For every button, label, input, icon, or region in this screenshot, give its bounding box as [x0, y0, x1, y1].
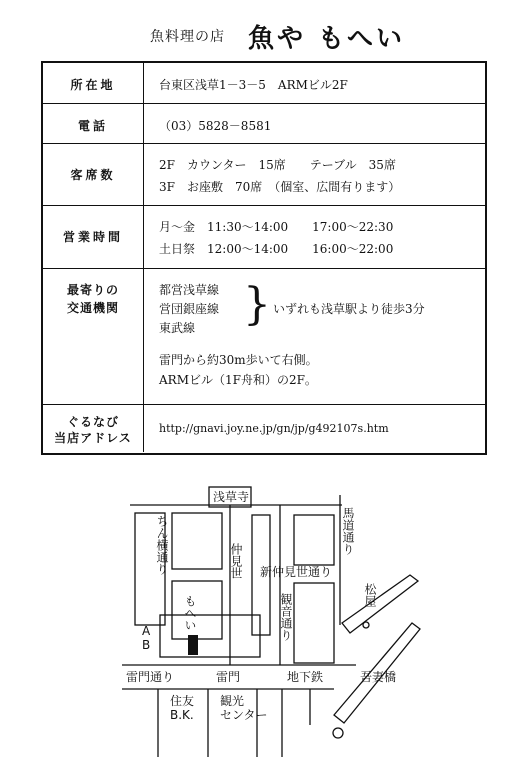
- access-note1: 雷門から約30m歩いて右側。: [159, 353, 318, 367]
- map-subway: 地下鉄: [287, 670, 324, 684]
- map-azumabashi: 吾妻橋: [360, 670, 397, 684]
- brace: }: [243, 279, 271, 330]
- shop-name: 魚や もへい: [248, 24, 406, 54]
- url-label1: ぐるなび: [66, 415, 119, 429]
- access-label2: 交通機関: [66, 301, 119, 315]
- map-marker: [363, 622, 369, 628]
- header: [0, 18, 526, 54]
- access-line: 都営浅草線: [159, 283, 220, 297]
- map-marker: [333, 728, 343, 738]
- access-map: [112, 475, 422, 757]
- map-shinnakamise: 新仲見世通り: [260, 565, 333, 579]
- row-url: [43, 404, 485, 452]
- url-value: http://gnavi.joy.ne.jp/gn/jp/g492107s.htm: [159, 422, 389, 435]
- map-kaminarimon: 雷門: [216, 670, 241, 684]
- address-label: 所在地: [70, 78, 116, 92]
- map-chinkoro: ちん横通り: [155, 515, 169, 575]
- url-label2: 当店アドレス: [54, 431, 132, 445]
- access-line: 東武線: [159, 321, 196, 335]
- map-nakamise: 仲見世: [229, 543, 243, 579]
- map-sensoji: 浅草寺: [213, 490, 250, 504]
- phone-label: 電話: [77, 119, 108, 133]
- phone-value: （03）5828－8581: [159, 119, 272, 133]
- map-block: [172, 513, 222, 569]
- map-matsuya: 松屋: [363, 583, 377, 607]
- info-table: [41, 61, 487, 455]
- map-sumitomo: 住友 B.K.: [170, 694, 195, 722]
- seats-label: 客席数: [70, 168, 116, 182]
- seats-line2: 3F お座敷 70席 （個室、広間有ります）: [159, 180, 401, 194]
- map-mohei-building: [188, 635, 198, 655]
- address-value: 台東区浅草1－3－5 ARMビル2F: [159, 78, 348, 92]
- access-label1: 最寄りの: [66, 283, 119, 297]
- map-ab: A B: [142, 624, 151, 652]
- hours-line1: 月～金 11:30～14:00 17:00～22:30: [159, 220, 394, 234]
- row-hours: [43, 205, 485, 269]
- seats-line1: 2F カウンター 15席 テーブル 35席: [159, 158, 396, 172]
- map-kanko: 観光センター: [220, 694, 268, 722]
- map-umamichi: 馬道通り: [341, 507, 355, 555]
- map-block: [160, 615, 260, 657]
- map-block: [342, 575, 418, 633]
- map-kaminarimon-st: 雷門通り: [126, 670, 175, 684]
- access-walk: いずれも浅草駅より徒歩3分: [273, 302, 425, 316]
- row-seats: [43, 143, 485, 206]
- map-block: [294, 583, 334, 663]
- map-block: [172, 581, 222, 639]
- hours-line2: 土日祭 12:00～14:00 16:00～22:00: [159, 242, 394, 256]
- access-note2: ARMビル（1F舟和）の2F。: [159, 373, 317, 387]
- map-block: [294, 515, 334, 565]
- header-subtitle: 魚料理の店: [150, 29, 225, 45]
- row-phone: [43, 103, 485, 144]
- map-mohei: もへい: [183, 595, 197, 631]
- hours-label: 営業時間: [62, 230, 123, 244]
- row-address: [43, 63, 485, 103]
- row-access: [43, 268, 485, 405]
- map-kannon: 観音通り: [279, 593, 293, 641]
- access-line: 営団銀座線: [159, 302, 220, 316]
